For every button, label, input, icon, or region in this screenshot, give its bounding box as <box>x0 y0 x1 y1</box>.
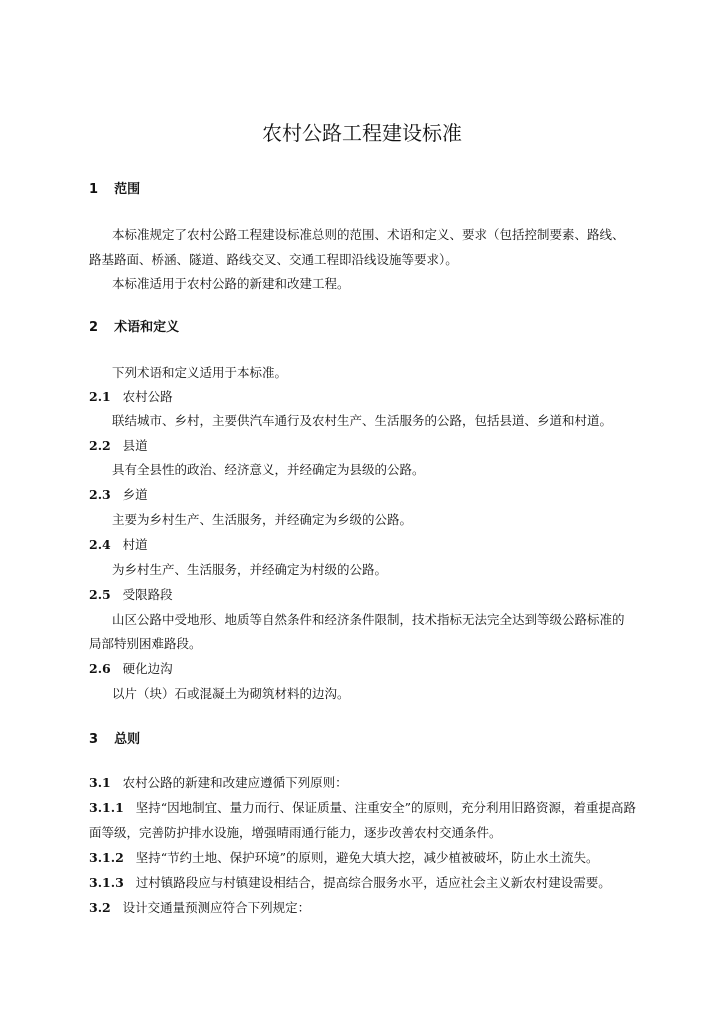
clause-3-1-2 <box>89 849 599 867</box>
section-number: 1 <box>89 182 99 197</box>
term-name: 村道 <box>122 537 148 552</box>
term-heading <box>89 388 173 406</box>
term-number: 2.5 <box>89 587 111 602</box>
term-heading <box>89 486 148 504</box>
term-definition: 具有全县性的政治、经济意义，并经确定为县级的公路。 <box>112 462 425 477</box>
term-number: 2.1 <box>89 389 111 404</box>
term-definition: 联结城市、乡村，主要供汽车通行及农村生产、生活服务的公路，包括县道、乡道和村道。 <box>112 413 613 428</box>
clause-3-2 <box>89 899 310 917</box>
clause-text: 过村镇路段应与村镇建设相结合，提高综合服务水平，适应社会主义新农村建设需要。 <box>135 875 611 890</box>
term-name: 硬化边沟 <box>122 661 173 676</box>
term-definition: 山区公路中受地形、地质等自然条件和经济条件限制，技术指标无法完全达到等级公路标准的 <box>112 612 625 627</box>
term-name: 乡道 <box>122 487 148 502</box>
term-definition: 为乡村生产、生活服务，并经确定为村级的公路。 <box>112 562 388 577</box>
clause-number: 3.1.3 <box>89 875 124 890</box>
term-number: 2.3 <box>89 487 111 502</box>
term-number: 2.4 <box>89 537 111 552</box>
term-heading <box>89 536 148 554</box>
clause-3-1-3 <box>89 874 611 892</box>
clause-number: 3.1 <box>89 775 111 790</box>
section-heading-1 <box>89 181 140 199</box>
term-heading <box>89 437 148 455</box>
section-title: 总则 <box>114 732 141 747</box>
section-title: 术语和定义 <box>114 320 180 335</box>
term-name: 受限路段 <box>122 587 173 602</box>
term-heading <box>89 660 173 678</box>
clause-number: 3.2 <box>89 900 111 915</box>
document-title: 农村公路工程建设标准 <box>262 121 462 145</box>
term-definition: 局部特别困难路段。 <box>89 636 202 651</box>
clause-text: 坚持“因地制宜、量力而行、保证质量、注重安全”的原则，充分利用旧路资源，着重提高路 <box>135 800 637 815</box>
paragraph: 本标准适用于农村公路的新建和改建工程。 <box>112 276 350 291</box>
clause-text: 坚持“节约土地、保护环境”的原则，避免大填大挖，减少植被破坏，防止水土流失。 <box>135 850 599 865</box>
clause-number: 3.1.1 <box>89 800 124 815</box>
clause-number: 3.1.2 <box>89 850 124 865</box>
section-heading-2 <box>89 319 179 337</box>
clause-text-cont: 面等级，完善防护排水设施，增强晴雨通行能力，逐步改善农村交通条件。 <box>89 825 502 840</box>
term-definition: 以片（块）石或混凝土为砌筑材料的边沟。 <box>112 686 350 701</box>
term-heading <box>89 586 173 604</box>
term-name: 县道 <box>122 438 148 453</box>
paragraph-line: 本标准规定了农村公路工程建设标准总则的范围、术语和定义、要求（包括控制要素、路线、 <box>112 227 625 242</box>
paragraph: 下列术语和定义适用于本标准。 <box>112 365 288 380</box>
section-number: 2 <box>89 320 99 335</box>
clause-text: 设计交通量预测应符合下列规定： <box>122 900 311 915</box>
section-title: 范围 <box>114 182 141 197</box>
clause-text: 农村公路的新建和改建应遵循下列原则： <box>122 775 348 790</box>
section-number: 3 <box>89 732 99 747</box>
section-heading-3 <box>89 731 140 749</box>
term-number: 2.6 <box>89 661 111 676</box>
clause-3-1-1 <box>89 799 636 817</box>
term-name: 农村公路 <box>122 389 173 404</box>
paragraph-line: 路基路面、桥涵、隧道、路线交叉、交通工程即沿线设施等要求）。 <box>89 252 458 267</box>
clause-3-1 <box>89 774 348 792</box>
term-number: 2.2 <box>89 438 111 453</box>
term-definition: 主要为乡村生产、生活服务，并经确定为乡级的公路。 <box>112 512 413 527</box>
